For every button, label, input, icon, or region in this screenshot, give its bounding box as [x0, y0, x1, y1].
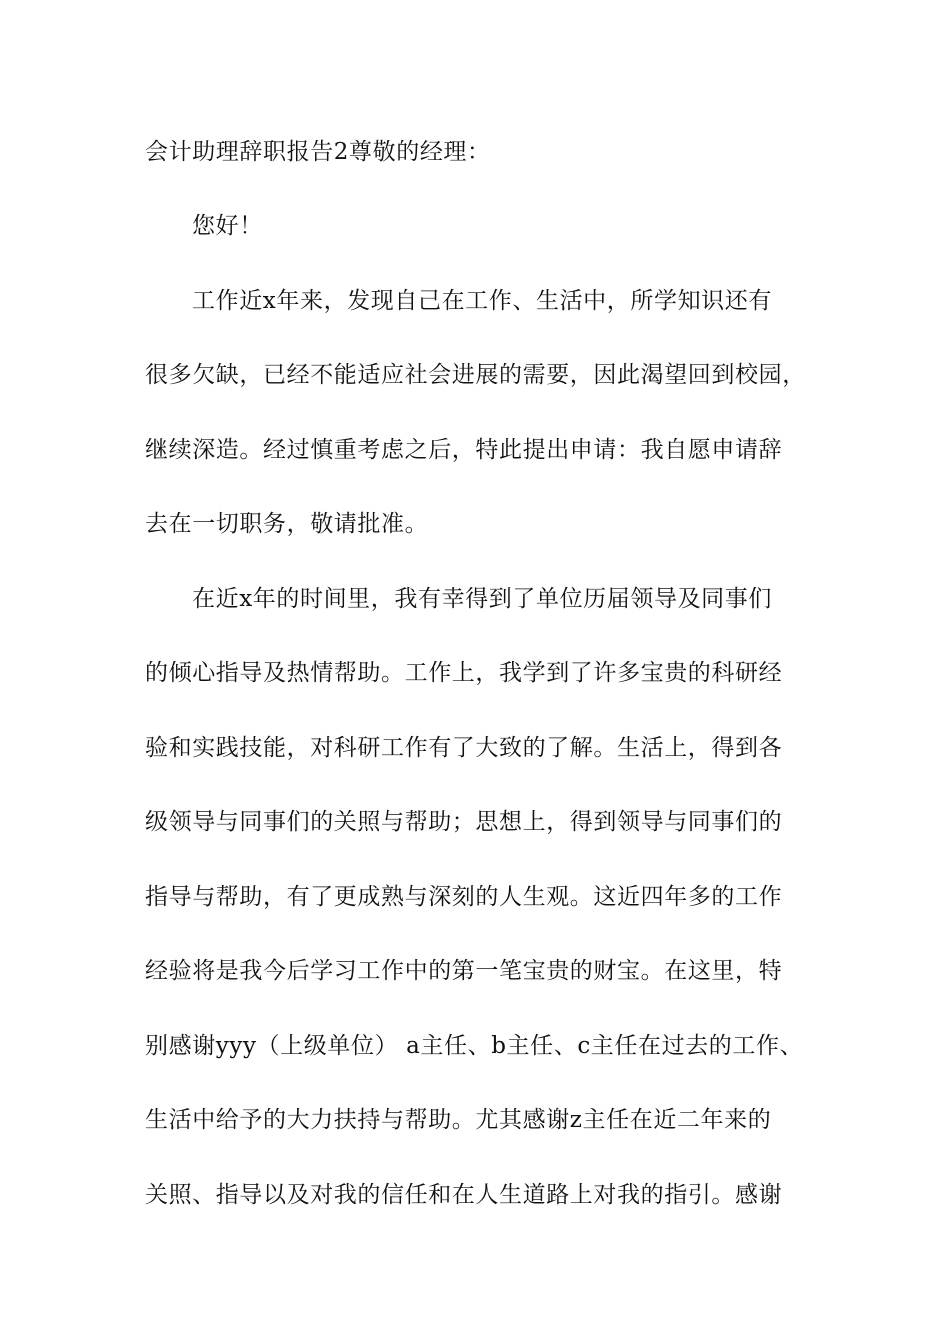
paragraph-line: 继续深造。经过慎重考虑之后，特此提出申请：我自愿申请辞: [145, 437, 783, 463]
paragraph-line: 去在一切职务，敬请批准。: [145, 511, 429, 537]
paragraph-line: 在近x年的时间里，我有幸得到了单位历届领导及同事们: [192, 586, 772, 612]
paragraph-line: 级领导与同事们的关照与帮助；思想上，得到领导与同事们的: [145, 809, 783, 835]
document-title-line: 会计助理辞职报告2尊敬的经理：: [145, 139, 491, 165]
paragraph-line: 的倾心指导及热情帮助。工作上，我学到了许多宝贵的科研经: [145, 660, 783, 686]
paragraph-line: 别感谢yyy（上级单位） a主任、b主任、c主任在过去的工作、: [145, 1033, 804, 1059]
paragraph-line: 指导与帮助，有了更成熟与深刻的人生观。这近四年多的工作: [145, 884, 783, 910]
paragraph-line: 很多欠缺，已经不能适应社会进展的需要，因此渴望回到校园，: [145, 362, 806, 388]
paragraph-line: 验和实践技能，对科研工作有了大致的了解。生活上，得到各: [145, 735, 783, 761]
paragraph-line: 经验将是我今后学习工作中的第一笔宝贵的财宝。在这里，特: [145, 958, 783, 984]
greeting-line: 您好！: [192, 213, 263, 239]
paragraph-line: 关照、指导以及对我的信任和在人生道路上对我的指引。感谢: [145, 1182, 783, 1208]
paragraph-line: 工作近x年来，发现自己在工作、生活中，所学知识还有: [192, 288, 772, 314]
paragraph-line: 生活中给予的大力扶持与帮助。尤其感谢z主任在近二年来的: [145, 1107, 772, 1133]
